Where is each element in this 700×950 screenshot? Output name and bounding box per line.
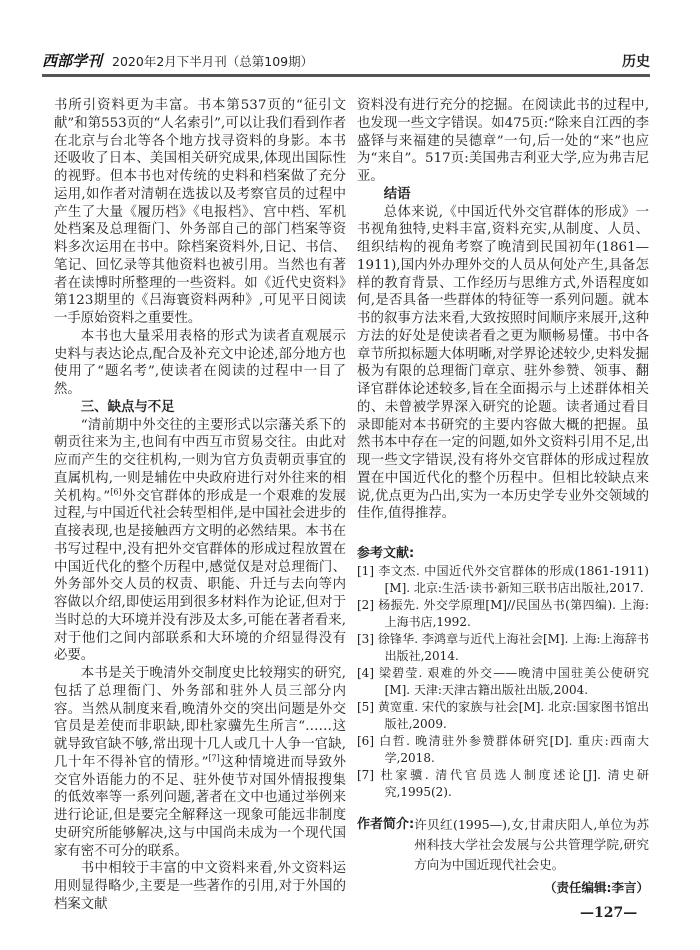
reference-item: [4] 梁碧莹. 艰难的外交——晚清中国驻美公使研究[M]. 天津:天津古籍出版社出版,2004. [357, 666, 649, 697]
reference-item: [6] 白哲. 晚清驻外参赞群体研究[D]. 重庆:西南大学,2018. [357, 734, 649, 765]
paragraph: 总体来说,《中国近代外交官群体的形成》一书视角独特,史料丰富,资料充实,从制度、人员、组织结构的视角考察了晚清到民国初年(1861—1911),国内外办理外交的人员从何处产生,具备怎样的教育背景、工作经历与思维方式,外语程度如何,是否具备一些群体的特征等一系列问题。就本书的叙事方法来看,大致按照时间顺序来展开,这种方法的好处是使读者看之更为顺畅易懂。书中各章节所拟标题大体明晰,对学界论述较少,史料发掘极为有限的总理衙门章京、驻外参赞、领事、翻译官群体论述较多,旨在全面揭示与上述群体相关的、未曾被学界深入研究的论题。读者通过看目录即能对本书研究的主要内容做大概的把握。虽然书本中存在一定的问题,如外文资料引用不足,出现一些文字错误,没有将外交官群体的形成过程放置在中国近代化的整个历程中。但相比较缺点来说,优点更为凸出,实为一本历史学专业外交领域的佳作,值得推荐。 [357, 204, 649, 522]
author-bio-label: 作者简介: [357, 817, 415, 832]
references-list [357, 563, 649, 801]
paragraph-text: 这种情境进而导致外交官外语能力的不足、驻外使节对国外情报搜集的低效率等一系列问题,著者在文中也通过举例来进行论证,但是要完全解释这一现象可能远非制度史研究所能够解决,这与中国尚未成为一个现代国家有密不可分的联系。 [54, 754, 346, 859]
reference-item: [7] 杜家骥. 清代官员选人制度述论[J]. 清史研究,1995(2). [357, 768, 649, 799]
reference-item: [2] 杨振先. 外交学原理[M]//民国丛书(第四编). 上海:上海书店,1992. [357, 598, 649, 629]
paragraph [54, 417, 346, 666]
paragraph: 书所引资料更为丰富。书本第537页的“征引文献”和第553页的“人名索引”,可以让我们看到作者在北京与台北等各个地方找寻资料的身影。本书还吸收了日本、美国相关研究成果,体现出国际性的视野。但本书也对传统的史料和档案做了充分运用,如作者对清朝在选拔以及考察官员的过程中产生了大量《履历档》《电报档》、宫中档、军机处档案及总理衙门、外务部自己的部门档案等资料多次运用在书中。除档案资料外,日记、书信、笔记、回忆录等其他资料也被引用。当然也有著者在读博时所整理的一些资料。如《近代史资料》第123期里的《吕海寰资料两种》,可见平日阅读一手原始资料之重要性。 [54, 98, 346, 326]
paragraph: 本书也大量采用表格的形式为读者直观展示史料与表达论点,配合及补充文中论述,部分地方也使用了“题名考”,使读者在阅读的过程中一目了然。 [54, 328, 346, 397]
section-heading: 结语 [383, 186, 411, 202]
paragraph-text: 本书是关于晚清外交制度史比较翔实的研究,包括了总理衙门、外务部和驻外人员三部分内容。当然从制度来看,晚清外交的突出问题是外交官员是差使而非职缺,即杜家骥先生所言“……这就导致官缺不够,常出现十几人或几十人争一官缺,几十年不得补官的情形。” [54, 666, 346, 770]
paragraph-text: “清前期中外交往的主要形式以宗藩关系下的朝贡往来为主,也间有中西互市贸易交往。由此对应而产生的交往机构,一则为官方负责朝贡事宜的直属机构,一则是辅佐中央政府进行对外往来的相关机构。” [54, 417, 346, 504]
paragraph-text: 外交官群体的形成是一个艰难的发展过程,与中国近代社会转型相伴,是中国社会进步的直接表现,也是接触西方文明的必然结果。本书在书写过程中,没有把外交官群体的形成过程放置在中国近代化的整个历程中,感觉仅是对总理衙门、外务部外交人员的权责、职能、升迁与去向等内容做以介绍,即使运用到很多材料作为论证,但对于当时总的大环境并没有涉及太多,可能在著者看来,对于他们之间内部联系和大环境的介绍显得没有必要。 [54, 488, 346, 664]
section-heading: 三、缺点与不足 [80, 399, 175, 415]
journal-logo: 西部学刊 [42, 52, 103, 70]
issue-info: 2020年2月下半月刊（总第109期） [112, 54, 314, 69]
editor-credit: （责任编辑:李言） [544, 880, 649, 895]
reference-item: [1] 李文杰. 中国近代外交官群体的形成(1861-1911)[M]. 北京:生活·读书·新知三联书店出版社,2017. [357, 564, 649, 595]
section-label: 历史 [622, 54, 650, 70]
reference-item: [5] 黄宽重. 宋代的家族与社会[M]. 北京:国家图书馆出版社,2009. [357, 700, 649, 731]
page-number: —127— [580, 905, 638, 921]
author-bio [357, 815, 649, 875]
right-column [357, 97, 649, 897]
header-rule [42, 74, 650, 77]
paragraph [54, 665, 346, 860]
references-title: 参考文献: [357, 546, 415, 561]
reference-item: [3] 徐锋华. 李鸿章与近代上海社会[M]. 上海:上海辞书出版社,2014. [357, 632, 649, 663]
citation: [7] [208, 753, 220, 763]
paragraph: 资料没有进行充分的挖掘。在阅读此书的过程中,也发现一些文字错误。如475页:“除来自江西的李盛铎与来福建的吴德章”一句,后一处的“来”也应为“来自”。517页:美国弗吉利亚大学,应为弗吉尼亚。 [357, 98, 649, 184]
left-column [54, 97, 346, 914]
running-header [42, 50, 650, 72]
paragraph: 书中相较于丰富的中文资料来看,外文资料运用则显得略少,主要是一些著作的引用,对于外国的档案文献 [54, 861, 346, 912]
author-bio-text: 许贝红(1995—),女,甘肃庆阳人,单位为苏州科技大学社会发展与公共管理学院,研究方向为中国近现代社会史。 [414, 817, 649, 872]
citation: [6] [110, 487, 122, 497]
